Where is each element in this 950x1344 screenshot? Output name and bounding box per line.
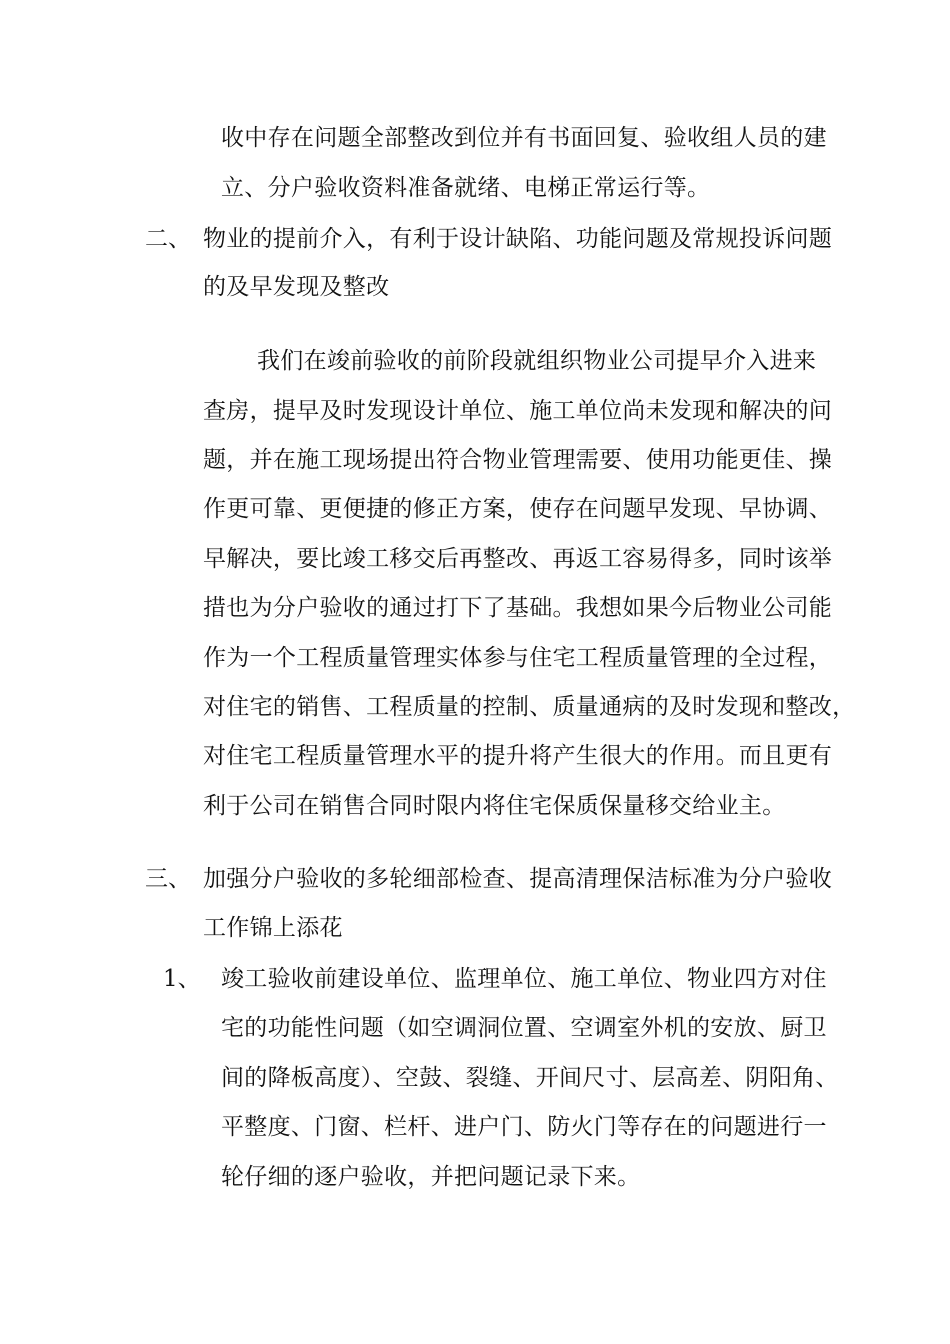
section-2-body-line-6: 措也为分户验收的通过打下了基础。我想如果今后物业公司能: [203, 595, 833, 621]
section-2-heading-line-1: 物业的提前介入，有利于设计缺陷、功能问题及常规投诉问题: [203, 226, 833, 252]
section-3-item-1-line-4: 平整度、门窗、栏杆、进户门、防火门等存在的问题进行一: [221, 1114, 827, 1140]
section-3-heading-line-2: 工作锦上添花: [203, 915, 343, 941]
section-3-item-1-line-5: 轮仔细的逐户验收，并把问题记录下来。: [221, 1164, 641, 1190]
section-2-body-line-3: 题，并在施工现场提出符合物业管理需要、使用功能更佳、操: [203, 447, 833, 473]
section-2-body-line-4: 作更可靠、更便捷的修正方案，使存在问题早发现、早协调、: [203, 496, 833, 522]
section-2-body-line-8: 对住宅的销售、工程质量的控制、质量通病的及时发现和整改，: [203, 694, 856, 720]
section-2-body-line-1: 我们在竣前验收的前阶段就组织物业公司提早介入进来: [257, 348, 817, 374]
section-3-marker: 三、: [145, 866, 191, 892]
section-2-body-line-5: 早解决，要比竣工移交后再整改、再返工容易得多，同时该举: [203, 546, 833, 572]
section-3-item-1-line-1: 竣工验收前建设单位、监理单位、施工单位、物业四方对住: [221, 966, 827, 992]
section-3-item-1-line-3: 间的降板高度）、空鼓、裂缝、开间尺寸、层高差、阴阳角、: [221, 1065, 839, 1091]
section-3-item-1-marker: 1、: [163, 966, 201, 992]
section-3-heading-line-1: 加强分户验收的多轮细部检查、提高清理保洁标准为分户验收: [203, 866, 833, 892]
section-2-body-line-7: 作为一个工程质量管理实体参与住宅工程质量管理的全过程，: [203, 645, 833, 671]
section-2-body-line-9: 对住宅工程质量管理水平的提升将产生很大的作用。而且更有: [203, 743, 833, 769]
section-3-item-1-line-2: 宅的功能性问题（如空调洞位置、空调室外机的安放、厨卫: [221, 1015, 827, 1041]
intro-line-1: 收中存在问题全部整改到位并有书面回复、验收组人员的建: [221, 125, 827, 151]
section-2-heading-line-2: 的及早发现及整改: [203, 274, 390, 300]
section-2-body-line-2: 查房，提早及时发现设计单位、施工单位尚未发现和解决的问: [203, 398, 833, 424]
intro-line-2: 立、分户验收资料准备就绪、电梯正常运行等。: [221, 175, 711, 201]
section-2-body-line-10: 利于公司在销售合同时限内将住宅保质保量移交给业主。: [203, 793, 786, 819]
section-2-marker: 二、: [145, 226, 191, 252]
